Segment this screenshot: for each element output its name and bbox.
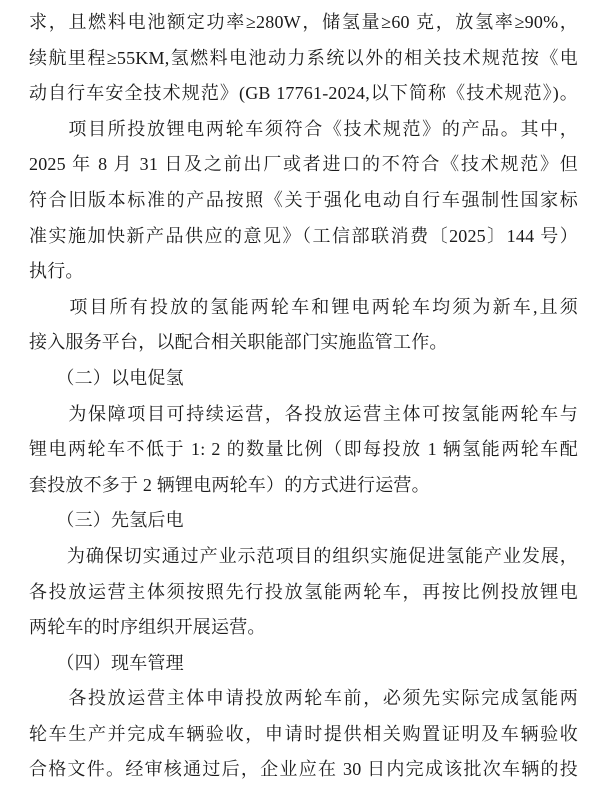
document-line: （二）以电促氢	[29, 367, 184, 388]
document-line: 各投放运营主体申请投放两轮车前，必须先实际完成氢能两	[29, 688, 578, 709]
document-line: 项目所有投放的氢能两轮车和锂电两轮车均须为新车,且须	[29, 296, 578, 317]
document-line: 2025 年 8 月 31 日及之前出厂或者进口的不符合《技术规范》但	[29, 154, 578, 175]
document-line: 套投放不多于 2 辆锂电两轮车）的方式进行运营。	[29, 474, 430, 495]
document-line: 锂电两轮车不低于 1: 2 的数量比例（即每投放 1 辆氢能两轮车配	[29, 439, 578, 460]
document-line: （三）先氢后电	[29, 510, 184, 531]
document-line: 轮车生产并完成车辆验收，申请时提供相关购置证明及车辆验收	[29, 723, 578, 744]
document-line: 接入服务平台，以配合相关职能部门实施监管工作。	[29, 332, 448, 353]
document-line: 执行。	[29, 261, 84, 282]
document-line: 续航里程≥55KM,氢燃料电池动力系统以外的相关技术规范按《电	[29, 47, 578, 68]
document-line: 符合旧版本标准的产品按照《关于强化电动自行车强制性国家标	[29, 189, 578, 210]
document-line: 为保障项目可持续运营，各投放运营主体可按氢能两轮车与	[29, 403, 578, 424]
document-line: （四）现车管理	[29, 652, 184, 673]
document-line: 准实施加快新产品供应的意见》（工信部联消费〔2025〕144 号）	[29, 225, 578, 246]
document-line: 两轮车的时序组织开展运营。	[29, 617, 266, 638]
document-line: 合格文件。经审核通过后，企业应在 30 日内完成该批次车辆的投	[29, 759, 578, 780]
document-line: 求，且燃料电池额定功率≥280W，储氢量≥60 克，放氢率≥90%，	[29, 12, 578, 32]
document-line: 为确保切实通过产业示范项目的组织实施促进氢能产业发展，	[29, 545, 578, 566]
document-line: 各投放运营主体须按照先行投放氢能两轮车，再按比例投放锂电	[29, 581, 578, 602]
document-line: 动自行车安全技术规范》(GB 17761-2024,以下简称《技术规范》)。	[29, 83, 578, 104]
document-line: 项目所投放锂电两轮车须符合《技术规范》的产品。其中，	[29, 118, 578, 139]
